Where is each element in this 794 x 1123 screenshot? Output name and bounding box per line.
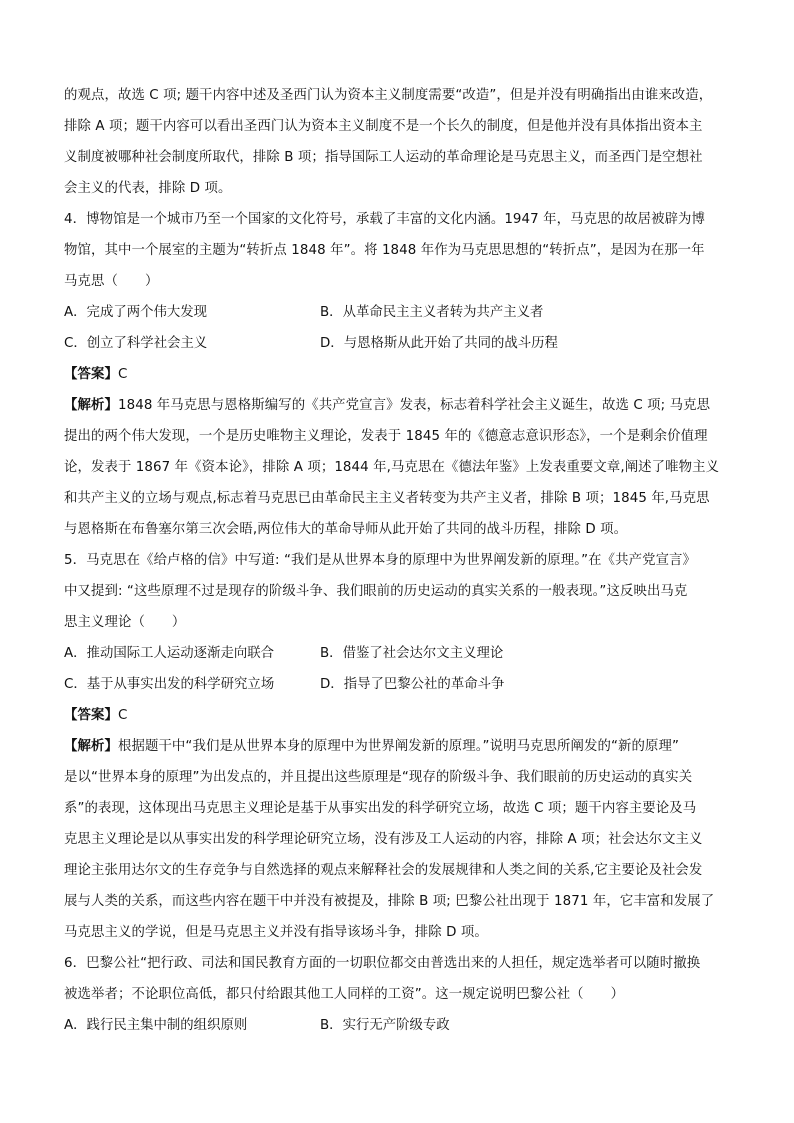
question-stem-line: 被选举者；不论职位高低，都只付给跟其他工人同样的工资”。这一规定说明巴黎公社（ ）	[64, 987, 625, 1002]
analysis-text: 根据题干中“我们是从世界本身的原理中为世界阐发新的原理。”说明马克思所阐发的“新的原理”	[117, 739, 680, 754]
analysis-line: 理论主张用达尔文的生存竞争与自然选择的观点来解释社会的发展规律和人类之间的关系,它主要论及社会发	[64, 863, 703, 878]
option-d: D．与恩格斯从此开始了共同的战斗历程	[320, 336, 558, 351]
question-4	[64, 204, 732, 545]
analysis-line	[64, 390, 732, 421]
question-stem-line: 中又提到: “这些原理不过是现存的阶级斗争、我们眼前的历史运动的真实关系的一般表现。”这反映出马克	[64, 584, 688, 599]
question-stem-line: 5．马克思在《给卢格的信》中写道: “我们是从世界本身的原理中为世界阐发新的原理。”在《共产党宣言》	[64, 553, 697, 568]
analysis-line: 马克思主义的学说，但是马克思主义并没有指导该场斗争，排除 D 项。	[64, 925, 488, 940]
options-row	[64, 328, 732, 359]
answer-line	[64, 700, 732, 731]
option-d: D．指导了巴黎公社的革命斗争	[320, 677, 505, 692]
analysis-continuation	[64, 80, 732, 204]
analysis-line: 系”的表现，这体现出马克思主义理论是基于从事实出发的科学研究立场，故选 C 项；题干内容主要论及马	[64, 801, 697, 816]
analysis-text: 1848 年马克思与恩格斯编写的《共产党宣言》发表，标志着科学社会主义诞生，故选 C 项; 马克思	[117, 398, 711, 413]
analysis-line: 论，发表于 1867 年《资本论》，排除 A 项；1844 年,马克思在《德法年鉴》上发表重要文章,阐述了唯物主义	[64, 460, 720, 475]
options-row	[64, 638, 732, 669]
question-stem-line: 6．巴黎公社“把行政、司法和国民教育方面的一切职位都交由普选出来的人担任，规定选举者可以随时撤换	[64, 956, 701, 971]
answer-tag: 【答案】	[64, 367, 118, 382]
question-6	[64, 948, 732, 1041]
analysis-line: 克思主义理论是以从事实出发的科学理论研究立场，没有涉及工人运动的内容，排除 A 项；社会达尔文主义	[64, 832, 703, 847]
analysis-line: 是以“世界本身的原理”为出发点的，并且提出这些原理是“现存的阶级斗争、我们眼前的历史运动的真实关	[64, 770, 693, 785]
analysis-line	[64, 731, 732, 762]
options-row	[64, 297, 732, 328]
option-c: C．基于从事实出发的科学研究立场	[64, 677, 275, 692]
answer-value: C	[117, 708, 128, 723]
text-line: 排除 A 项；题干内容可以看出圣西门认为资本主义制度不是一个长久的制度，但是他并没有具体指出资本主	[64, 119, 703, 134]
text-line: 义制度被哪种社会制度所取代，排除 B 项；指导国际工人运动的革命理论是马克思主义，而圣西门是空想社	[64, 150, 703, 165]
analysis-line: 与恩格斯在布鲁塞尔第三次会晤,两位伟大的革命导师从此开始了共同的战斗历程，排除 D 项。	[64, 522, 628, 537]
option-c: C．创立了科学社会主义	[64, 336, 208, 351]
question-stem-line: 马克思（ ）	[64, 274, 159, 289]
option-b: B．从革命民主主义者转为共产主义者	[320, 305, 544, 320]
analysis-line: 提出的两个伟大发现，一个是历史唯物主义理论，发表于 1845 年的《德意志意识形态》，一个是剩余价值理	[64, 429, 708, 444]
analysis-tag: 【解析】	[64, 398, 118, 413]
option-b: B．借鉴了社会达尔文主义理论	[320, 646, 504, 661]
option-a: A．推动国际工人运动逐渐走向联合	[64, 646, 275, 661]
options-row	[64, 1010, 732, 1041]
question-5	[64, 545, 732, 948]
text-line: 的观点，故选 C 项; 题干内容中述及圣西门认为资本主义制度需要“改造”，但是并没有明确指出由谁来改造，	[64, 88, 713, 103]
options-row	[64, 669, 732, 700]
analysis-tag: 【解析】	[64, 739, 118, 754]
document-content	[64, 80, 732, 1041]
analysis-line: 和共产主义的立场与观点,标志着马克思已由革命民主主义者转变为共产主义者，排除 B 项；1845 年,马克思	[64, 491, 710, 506]
question-stem-line: 物馆，其中一个展室的主题为“转折点 1848 年”。将 1848 年作为马克思思想的“转折点”，是因为在那一年	[64, 243, 705, 258]
option-b: B．实行无产阶级专政	[320, 1018, 450, 1033]
answer-line	[64, 359, 732, 390]
text-line: 会主义的代表，排除 D 项。	[64, 181, 232, 196]
question-stem-line: 4．博物馆是一个城市乃至一个国家的文化符号，承载了丰富的文化内涵。1947 年，马克思的故居被辟为博	[64, 212, 706, 227]
answer-tag: 【答案】	[64, 708, 118, 723]
option-a: A．践行民主集中制的组织原则	[64, 1018, 248, 1033]
question-stem-line: 思主义理论（ ）	[64, 615, 186, 630]
analysis-line: 展与人类的关系，而这些内容在题干中并没有被提及，排除 B 项; 巴黎公社出现于 1871 年，它丰富和发展了	[64, 894, 715, 909]
option-a: A．完成了两个伟大发现	[64, 305, 208, 320]
answer-value: C	[117, 367, 128, 382]
